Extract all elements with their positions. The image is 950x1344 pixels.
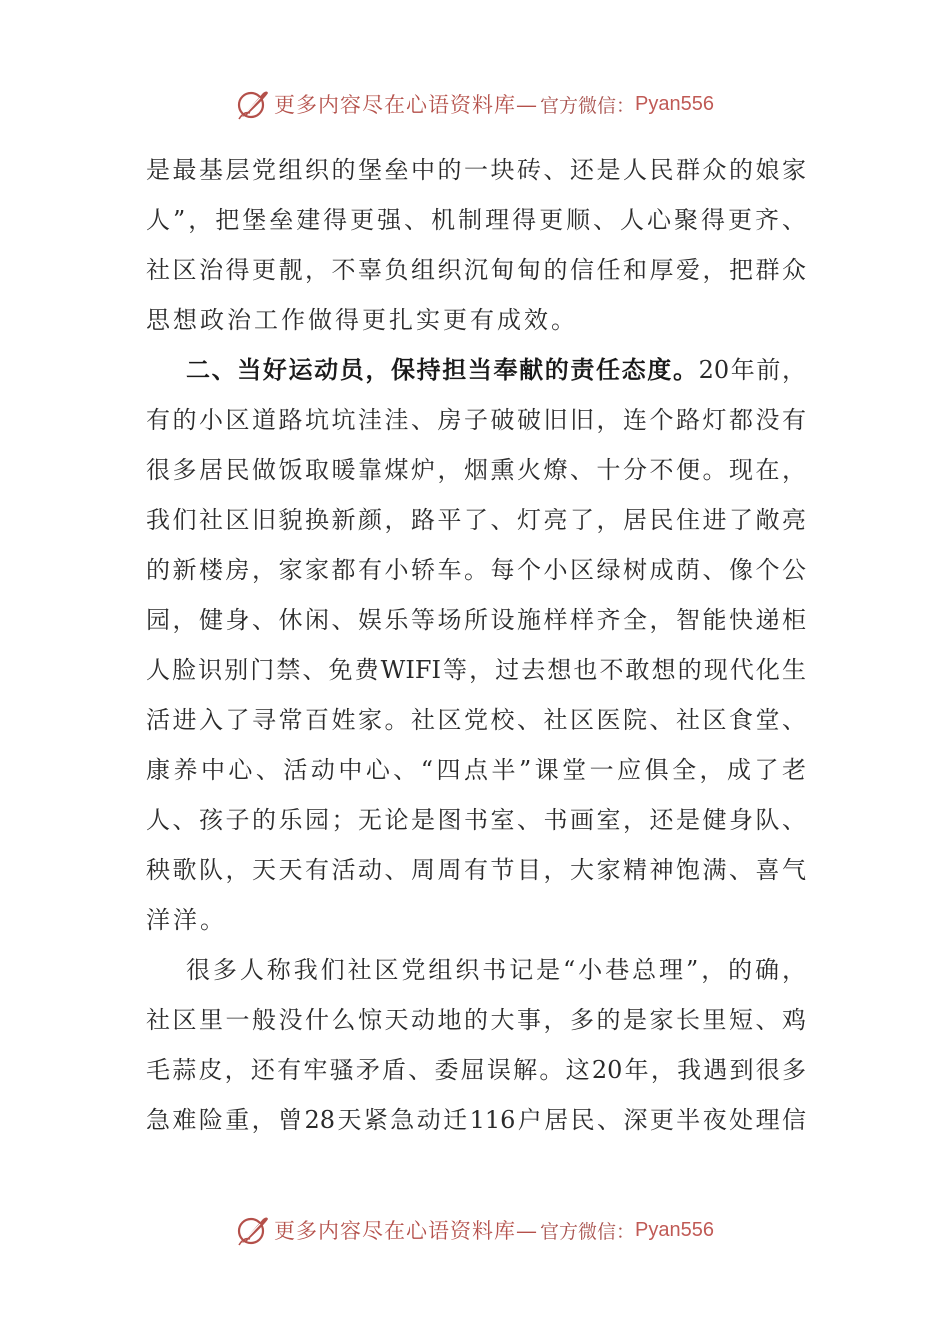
section-heading: 二、当好运动员，保持担当奉献的责任态度。 — [186, 355, 699, 384]
banner-wechat-id: Pyan556 — [635, 92, 714, 115]
body-line: 很多人称我们社区党组织书记是“小巷总理”，的确， — [186, 956, 806, 984]
body-line: 康养中心、活动中心、“四点半”课堂一应俱全，成了老 — [146, 756, 806, 784]
body-line: 思想政治工作做得更扎实更有成效。 — [146, 306, 578, 334]
body-line: 很多居民做饭取暖靠煤炉，烟熏火燎、十分不便。现在， — [146, 456, 806, 484]
footer-banner — [0, 1210, 950, 1250]
body-line: 园，健身、休闲、娱乐等场所设施样样齐全，智能快递柜 — [146, 606, 806, 634]
body-line: 人、孩子的乐园；无论是图书室、书画室，还是健身队、 — [146, 806, 806, 834]
banner-wechat-label: 官方微信： — [540, 94, 636, 117]
body-line: 人”，把堡垒建得更强、机制理得更顺、人心聚得更齐、 — [146, 206, 806, 234]
banner-wechat-id: Pyan556 — [635, 1218, 714, 1241]
body-line: 活进入了寻常百姓家。社区党校、社区医院、社区食堂、 — [146, 706, 806, 734]
body-line: 我们社区旧貌换新颜，路平了、灯亮了，居民住进了敞亮 — [146, 506, 806, 534]
document-body — [146, 145, 806, 1145]
body-text: 20年前， — [698, 356, 806, 384]
quill-pen-circle-icon — [236, 1213, 270, 1247]
body-line: 急难险重，曾28天紧急动迁116户居民、深更半夜处理信 — [146, 1106, 806, 1134]
body-line: 是最基层党组织的堡垒中的一块砖、还是人民群众的娘家 — [146, 156, 806, 184]
body-line: 有的小区道路坑坑洼洼、房子破破旧旧，连个路灯都没有 — [146, 406, 806, 434]
banner-text: 更多内容尽在心语资料库— — [274, 93, 538, 117]
body-line: 毛蒜皮，还有牢骚矛盾、委屈误解。这20年，我遇到很多 — [146, 1056, 806, 1084]
header-banner — [0, 84, 950, 124]
body-line: 社区治得更靓，不辜负组织沉甸甸的信任和厚爱，把群众 — [146, 256, 806, 284]
body-line: 秧歌队，天天有活动、周周有节目，大家精神饱满、喜气 — [146, 856, 806, 884]
body-line: 的新楼房，家家都有小轿车。每个小区绿树成荫、像个公 — [146, 556, 806, 584]
banner-text: 更多内容尽在心语资料库— — [274, 1219, 538, 1243]
body-line: 人脸识别门禁、免费WIFI等，过去想也不敢想的现代化生 — [146, 656, 806, 684]
section-heading-line — [146, 345, 806, 395]
banner-wechat-label: 官方微信： — [540, 1220, 636, 1243]
quill-pen-circle-icon — [236, 87, 270, 121]
body-line: 社区里一般没什么惊天动地的大事，多的是家长里短、鸡 — [146, 1006, 806, 1034]
body-line: 洋洋。 — [146, 906, 227, 934]
